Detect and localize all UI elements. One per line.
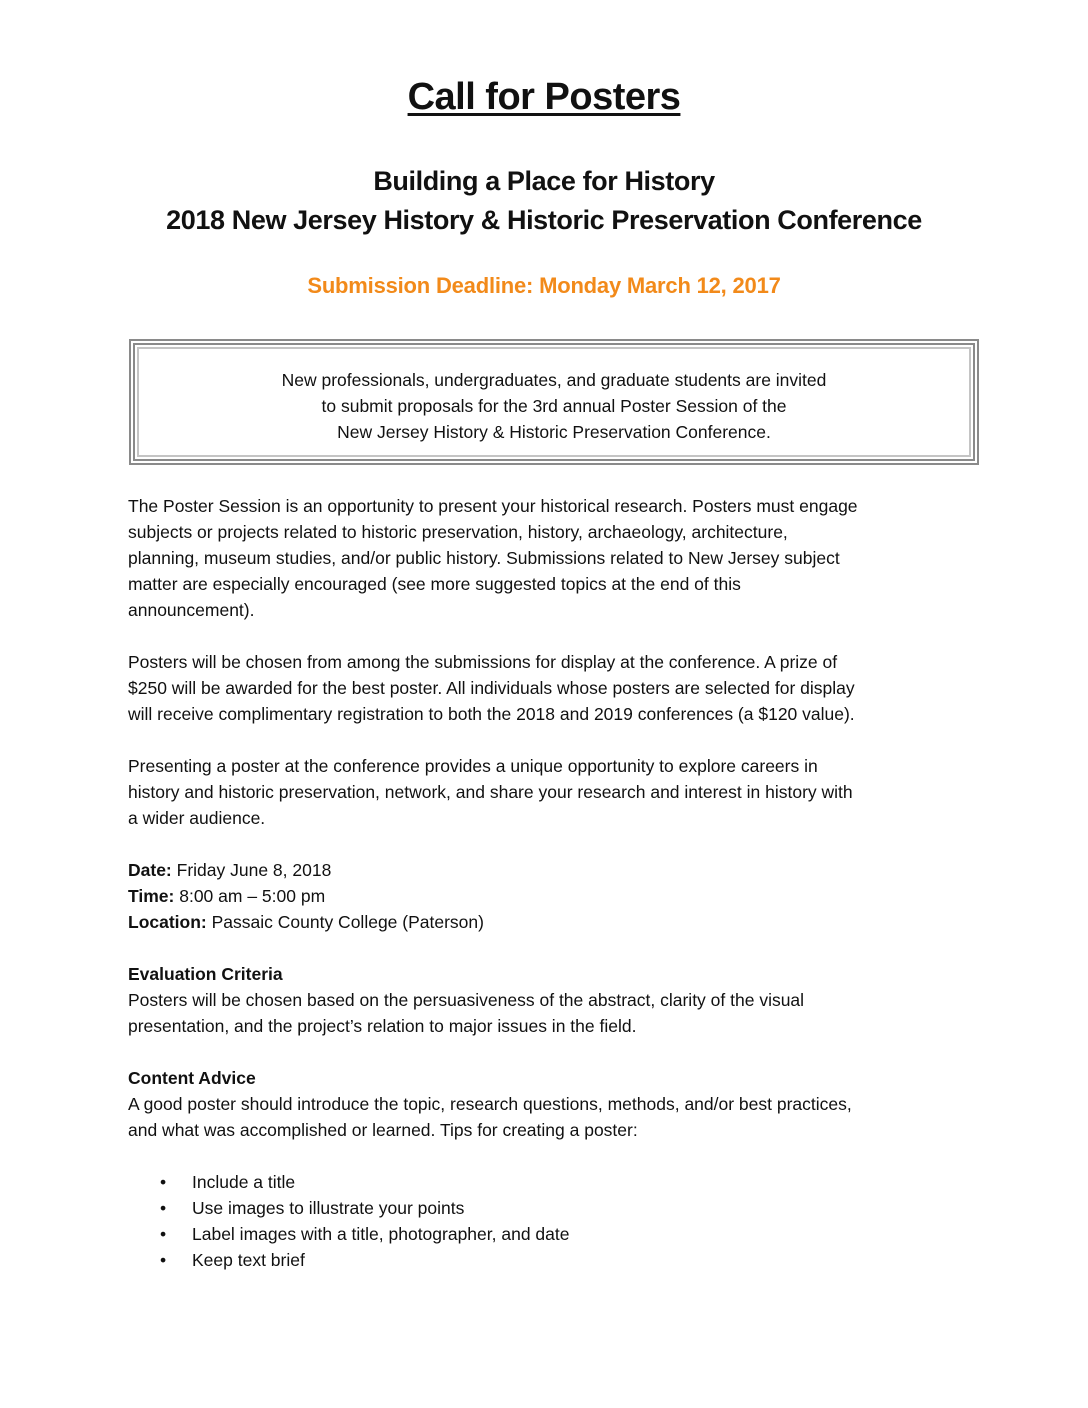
intro-paragraph bbox=[128, 493, 968, 623]
paragraph-line: history and historic preservation, network, and share your research and interest in history with bbox=[128, 782, 853, 802]
paragraph-line: presentation, and the project’s relation to major issues in the field. bbox=[128, 1016, 637, 1036]
list-item bbox=[160, 1169, 569, 1195]
list-item bbox=[160, 1195, 569, 1221]
invitation-box bbox=[129, 339, 979, 465]
evaluation-section bbox=[128, 961, 968, 1039]
paragraph-line: matter are especially encouraged (see more suggested topics at the end of this bbox=[128, 574, 741, 594]
paragraph-line: Posters will be chosen from among the submissions for display at the conference. A prize of bbox=[128, 652, 838, 672]
paragraph-line: announcement). bbox=[128, 600, 255, 620]
event-location bbox=[128, 909, 968, 935]
opportunity-paragraph bbox=[128, 753, 968, 831]
paragraph-line: planning, museum studies, and/or public history. Submissions related to New Jersey subject bbox=[128, 548, 840, 568]
paragraph-line: Presenting a poster at the conference provides a unique opportunity to explore careers in bbox=[128, 756, 818, 776]
evaluation-heading: Evaluation Criteria bbox=[128, 964, 283, 984]
bullet-icon: • bbox=[160, 1224, 167, 1244]
location-value: Passaic County College (Paterson) bbox=[206, 912, 484, 932]
paragraph-line: a wider audience. bbox=[128, 808, 266, 828]
tip-text: Label images with a title, photographer, and date bbox=[192, 1224, 570, 1244]
time-label: Time: bbox=[128, 886, 175, 906]
paragraph-line: will receive complimentary registration to both the 2018 and 2019 conferences (a $120 value). bbox=[128, 704, 855, 724]
invitation-line: New professionals, undergraduates, and graduate students are invited bbox=[281, 370, 827, 390]
location-label: Location: bbox=[128, 912, 207, 932]
tip-text: Keep text brief bbox=[192, 1250, 305, 1270]
time-value: 8:00 am – 5:00 pm bbox=[174, 886, 326, 906]
date-value: Friday June 8, 2018 bbox=[171, 860, 332, 880]
submission-deadline: Submission Deadline: Monday March 12, 2017 bbox=[307, 273, 781, 298]
invitation-text bbox=[135, 367, 973, 445]
tips-list bbox=[160, 1169, 569, 1273]
page-title: Call for Posters bbox=[407, 76, 681, 118]
bullet-icon: • bbox=[160, 1172, 167, 1192]
list-item bbox=[160, 1247, 569, 1273]
event-date bbox=[128, 857, 968, 883]
event-details bbox=[128, 857, 968, 935]
prize-paragraph bbox=[128, 649, 968, 727]
paragraph-line: The Poster Session is an opportunity to present your historical research. Posters must engage bbox=[128, 496, 858, 516]
invitation-line: New Jersey History & Historic Preservation Conference. bbox=[337, 422, 771, 442]
paragraph-line: $250 will be awarded for the best poster. All individuals whose posters are selected for display bbox=[128, 678, 855, 698]
conference-name: 2018 New Jersey History & Historic Preservation Conference bbox=[166, 205, 922, 235]
event-time bbox=[128, 883, 968, 909]
content-advice-heading: Content Advice bbox=[128, 1068, 256, 1088]
bullet-icon: • bbox=[160, 1198, 167, 1218]
list-item bbox=[160, 1221, 569, 1247]
date-label: Date: bbox=[128, 860, 172, 880]
paragraph-line: and what was accomplished or learned. Tips for creating a poster: bbox=[128, 1120, 638, 1140]
paragraph-line: A good poster should introduce the topic, research questions, methods, and/or best practices, bbox=[128, 1094, 852, 1114]
paragraph-line: subjects or projects related to historic preservation, history, archaeology, architecture, bbox=[128, 522, 788, 542]
invitation-line: to submit proposals for the 3rd annual Poster Session of the bbox=[321, 396, 787, 416]
bullet-icon: • bbox=[160, 1250, 167, 1270]
tip-text: Use images to illustrate your points bbox=[192, 1198, 465, 1218]
tip-text: Include a title bbox=[192, 1172, 296, 1192]
content-advice-section bbox=[128, 1065, 968, 1143]
conference-theme: Building a Place for History bbox=[373, 166, 715, 196]
paragraph-line: Posters will be chosen based on the persuasiveness of the abstract, clarity of the visual bbox=[128, 990, 805, 1010]
